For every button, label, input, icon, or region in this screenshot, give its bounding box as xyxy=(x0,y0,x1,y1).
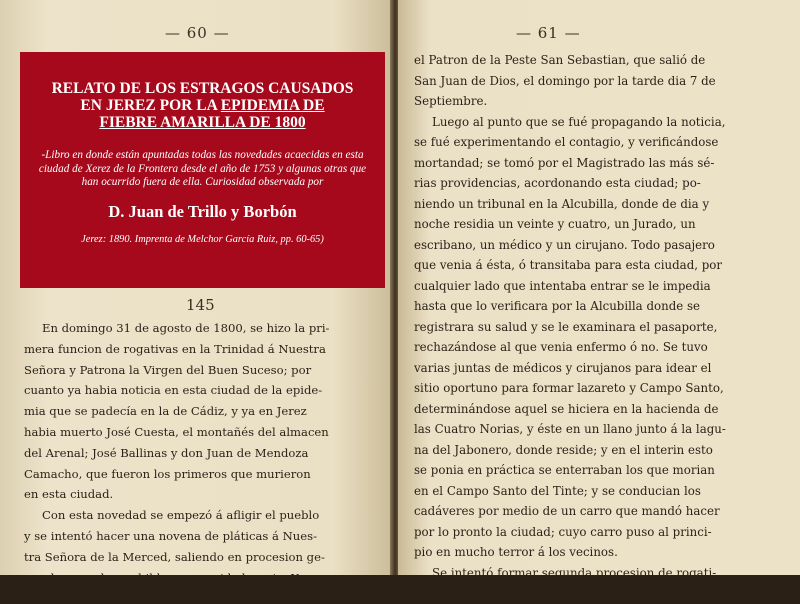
title-line-2a: EN JEREZ POR LA xyxy=(80,97,221,114)
text-line: Septiembre. xyxy=(414,94,488,108)
imprint-info: Jerez: 1890. Imprenta de Melchor García Ruiz, pp. 60-65) xyxy=(81,233,324,245)
text-line: mia que se padecía en la de Cádiz, y ya en Jerez xyxy=(24,404,307,419)
text-line: en el Campo Santo del Tinte; y se conducian los xyxy=(414,483,701,498)
text-line: y se intentó hacer una novena de pláticas á Nues- xyxy=(24,528,317,543)
original-page-number: 145 xyxy=(186,296,215,314)
left-page-text xyxy=(24,318,382,588)
text-line: habia muerto José Cuesta, el montañés del almacen xyxy=(24,424,329,439)
text-line: tra Señora de la Merced, saliendo en procesion ge- xyxy=(24,549,325,564)
text-line: va, sacando en procesion general de ambos Cabil- xyxy=(414,586,714,600)
text-line: San Juan de Dios, el domingo por la tarde dia 7 de xyxy=(414,73,716,88)
text-line: se fué experimentando el contagio, y verificándose xyxy=(414,135,719,149)
text-line: el Patron de la Peste San Sebastian, que salió de xyxy=(414,53,706,67)
text-line: En domingo 31 de agosto de 1800, se hizo la pri- xyxy=(42,321,330,335)
text-line: Señora y Patrona la Virgen del Buen Suceso; por xyxy=(24,362,312,377)
title-line-3: FIEBRE AMARILLA DE 1800 xyxy=(99,114,306,131)
text-line: registrara su salud y se le examinara el pasaporte, xyxy=(414,319,718,334)
text-line: hasta que lo verificara por la Alcubilla donde se xyxy=(414,299,701,313)
text-line: determinándose aquel se hiciera en la hacienda de xyxy=(414,401,719,416)
text-line: Luego al punto que se fué propagando la noticia, xyxy=(432,114,726,129)
text-line: que venia á ésta, ó transitaba para esta ciudad, por xyxy=(414,258,723,272)
text-line: en esta ciudad. xyxy=(24,487,114,502)
title-overlay-box xyxy=(20,52,385,288)
text-line: rechazándose al que venia enfermo ó no. Se tuvo xyxy=(414,340,708,354)
text-line: mera funcion de rogativas en la Trinidad á Nuestra xyxy=(24,341,326,356)
page-number-right: — 61 — xyxy=(516,24,581,42)
left-page xyxy=(0,0,392,585)
text-line: cadáveres por medio de un carro que mandó hacer xyxy=(414,504,720,518)
page-number-left: — 60 — xyxy=(165,24,230,42)
title-line-2b: EPIDEMIA DE xyxy=(220,97,325,114)
text-line: mortandad; se tomó por el Magistrado las más sé- xyxy=(414,155,715,170)
text-line: Se intentó formar segunda procesion de rogati- xyxy=(432,565,717,580)
book-description: -Libro en donde están apuntadas todas las novedades acaecidas en esta ciudad de Xerez de la Frontera desde el año de 1753 y algunas otras que han ocurrido fuera de ella. Curiosidad observada por xyxy=(38,149,367,189)
text-line: niendo un tribunal en la Alcubilla, donde de dia y xyxy=(414,196,710,211)
text-line: escribano, un médico y un cirujano. Todo pasajero xyxy=(414,237,715,252)
text-line: na del Jabonero, donde reside; y en el interin esto xyxy=(414,442,713,457)
text-line: noche residia un veinte y cuatro, un Jurado, un xyxy=(414,217,696,231)
right-page xyxy=(398,0,800,600)
right-page-text xyxy=(414,50,792,604)
text-line: Camacho, que fueron los primeros que murieron xyxy=(24,466,311,481)
text-line: pio en mucho terror á los vecinos. xyxy=(414,545,618,559)
text-line: del Arenal; José Ballinas y don Juan de Mendoza xyxy=(24,445,309,460)
text-line: cuanto ya habia noticia en esta ciudad de la epide- xyxy=(24,383,323,398)
text-line: Con esta novedad se empezó á afligir el pueblo xyxy=(42,508,320,523)
text-line: las Cuatro Norias, y éste en un llano junto á la lagu- xyxy=(414,422,726,436)
text-line: rias providencias, acordonando esta ciudad; po- xyxy=(414,176,701,190)
text-line: neral con ambos cabildos, comunidades, etc. Y con xyxy=(24,570,324,585)
text-line: se ponia en práctica se enterraban los que morian xyxy=(414,463,715,477)
text-line: cualquier lado que intentaba entrar se le impedia xyxy=(414,278,711,293)
author-name: D. Juan de Trillo y Borbón xyxy=(108,201,297,221)
title-heading xyxy=(20,80,385,131)
text-line: sitio oportuno para formar lazareto y Campo Santo, xyxy=(414,381,724,395)
text-line: por lo pronto la ciudad; cuyo carro puso al princi- xyxy=(414,524,712,539)
text-line: varias juntas de médicos y cirujanos para idear el xyxy=(414,360,712,375)
title-line-1: RELATO DE LOS ESTRAGOS CAUSADOS xyxy=(51,80,354,97)
